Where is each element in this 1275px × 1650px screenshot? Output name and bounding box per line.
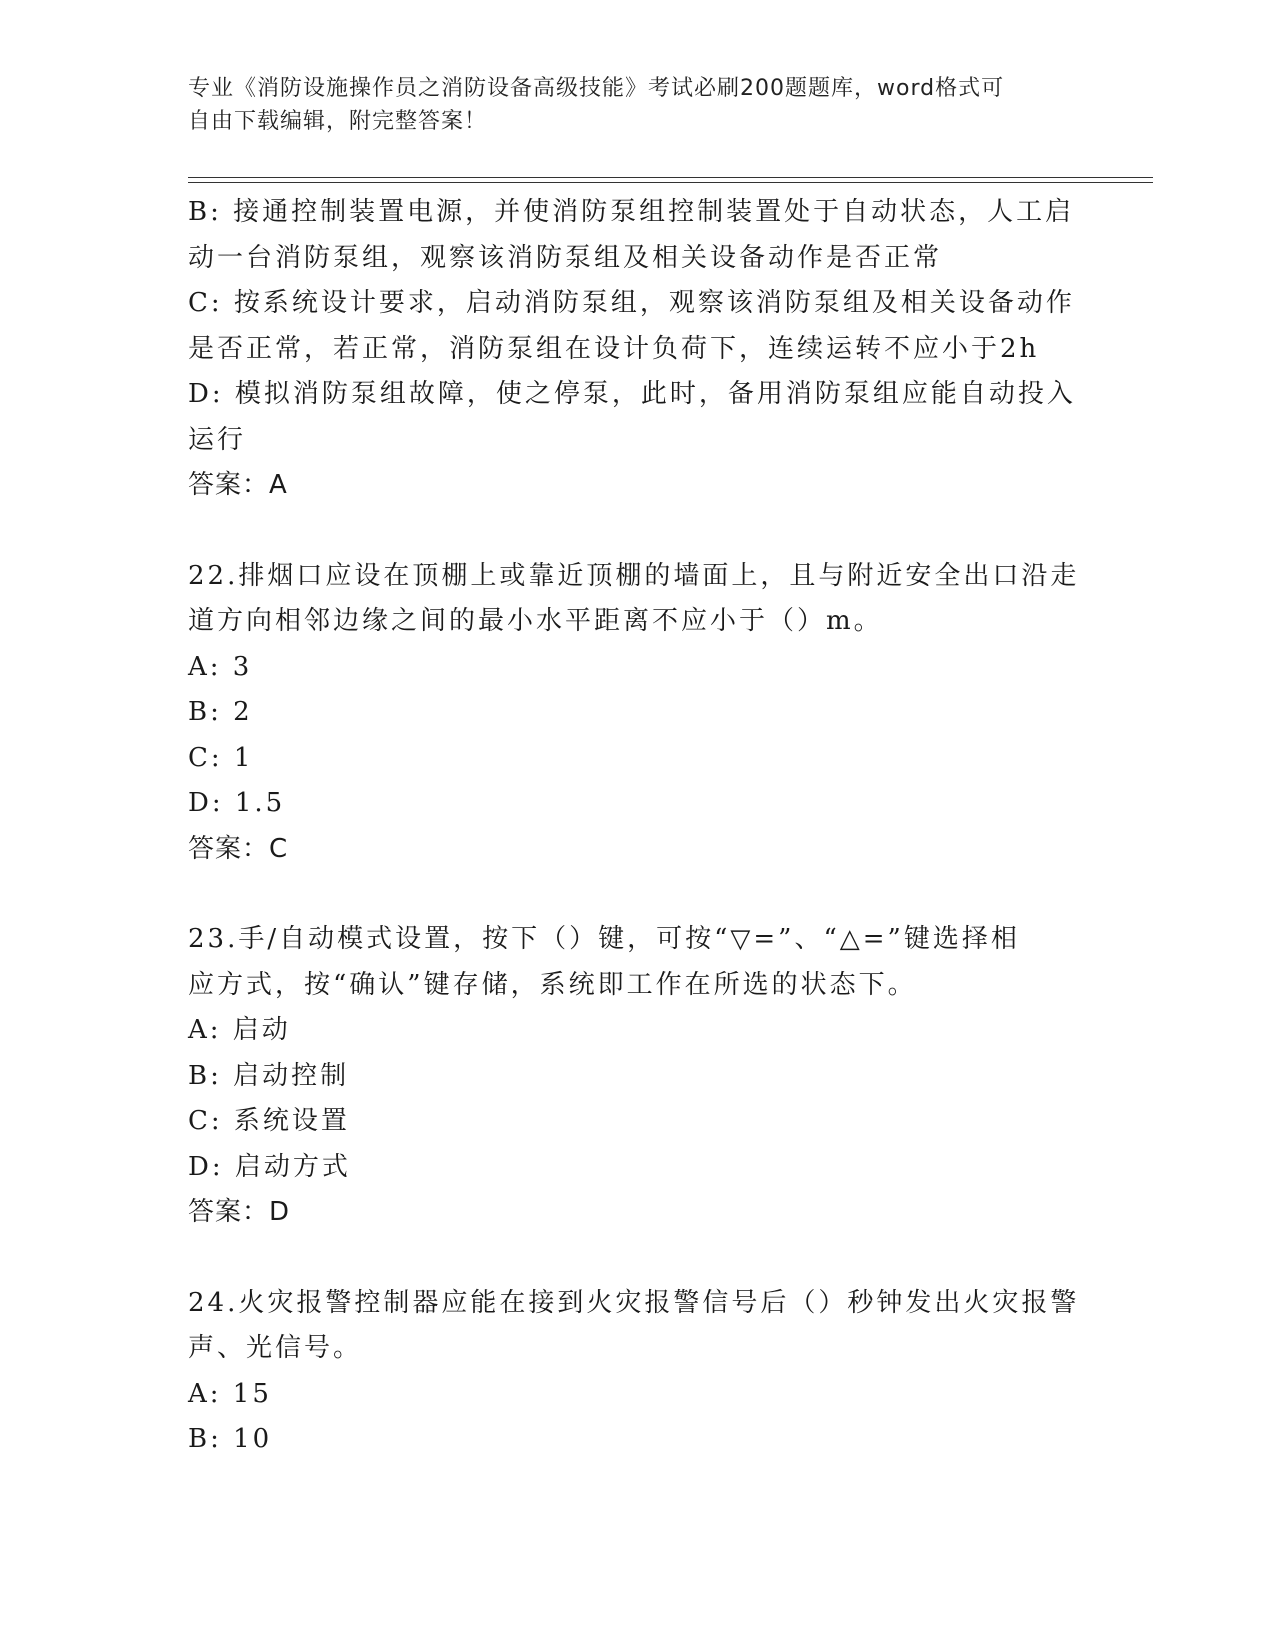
q21-option-d-line-1: D: 模拟消防泵组故障，使之停泵，此时，备用消防泵组应能自动投入 bbox=[188, 379, 1076, 409]
question-content bbox=[188, 190, 1080, 1463]
header-divider-top bbox=[188, 177, 1153, 178]
document-header bbox=[188, 72, 1068, 138]
question-21-continued bbox=[188, 190, 1076, 509]
question-24 bbox=[188, 1281, 1080, 1463]
q24-option-b: B: 10 bbox=[188, 1424, 273, 1454]
q23-option-b: B: 启动控制 bbox=[188, 1060, 350, 1091]
q22-answer: 答案：C bbox=[188, 833, 289, 864]
q23-stem-line-2: 应方式，按“确认”键存储，系统即工作在所选的状态下。 bbox=[188, 969, 917, 1000]
q23-answer: 答案：D bbox=[188, 1197, 291, 1227]
spacer bbox=[188, 1236, 1068, 1281]
q23-stem-line-1: 23.手/自动模式设置，按下（）键，可按“▽=”、“△=”键选择相 bbox=[188, 924, 1020, 954]
header-line-2: 自由下载编辑，附完整答案！ bbox=[188, 109, 488, 134]
q24-stem-line-1: 24.火灾报警控制器应能在接到火灾报警信号后（）秒钟发出火灾报警 bbox=[188, 1287, 1080, 1318]
q21-answer: 答案：A bbox=[188, 470, 288, 500]
q23-option-a: A: 启动 bbox=[188, 1015, 291, 1045]
q23-option-d: D: 启动方式 bbox=[188, 1151, 351, 1182]
spacer bbox=[188, 509, 1068, 554]
q24-stem-line-2: 声、光信号。 bbox=[188, 1333, 363, 1363]
header-line-1: 专业《消防设施操作员之消防设备高级技能》考试必刷200题题库，word格式可 bbox=[188, 76, 1005, 101]
q23-option-c: C: 系统设置 bbox=[188, 1106, 350, 1136]
q22-option-c: C: 1 bbox=[188, 742, 254, 773]
header-divider-bottom bbox=[188, 182, 1153, 183]
q21-option-b-line-2: 动一台消防泵组，观察该消防泵组及相关设备动作是否正常 bbox=[188, 242, 943, 273]
q22-stem-line-1: 22.排烟口应设在顶棚上或靠近顶棚的墙面上，且与附近安全出口沿走 bbox=[188, 560, 1080, 591]
q22-option-a: A: 3 bbox=[188, 651, 253, 682]
q21-option-d-line-2: 运行 bbox=[188, 424, 247, 455]
q21-option-c-line-1: C: 按系统设计要求，启动消防泵组，观察该消防泵组及相关设备动作 bbox=[188, 288, 1075, 318]
q21-option-b-line-1: B: 接通控制装置电源，并使消防泵组控制装置处于自动状态，人工启 bbox=[188, 197, 1075, 227]
question-23 bbox=[188, 917, 1068, 1236]
q21-option-c-line-2: 是否正常，若正常，消防泵组在设计负荷下，连续运转不应小于2h bbox=[188, 333, 1040, 364]
q22-option-b: B: 2 bbox=[188, 697, 253, 727]
q22-stem-line-2: 道方向相邻边缘之间的最小水平距离不应小于（）m。 bbox=[188, 606, 883, 636]
q24-option-a: A: 15 bbox=[188, 1378, 272, 1409]
q22-option-d: D: 1.5 bbox=[188, 788, 286, 818]
question-22 bbox=[188, 554, 1080, 873]
spacer bbox=[188, 872, 1068, 917]
